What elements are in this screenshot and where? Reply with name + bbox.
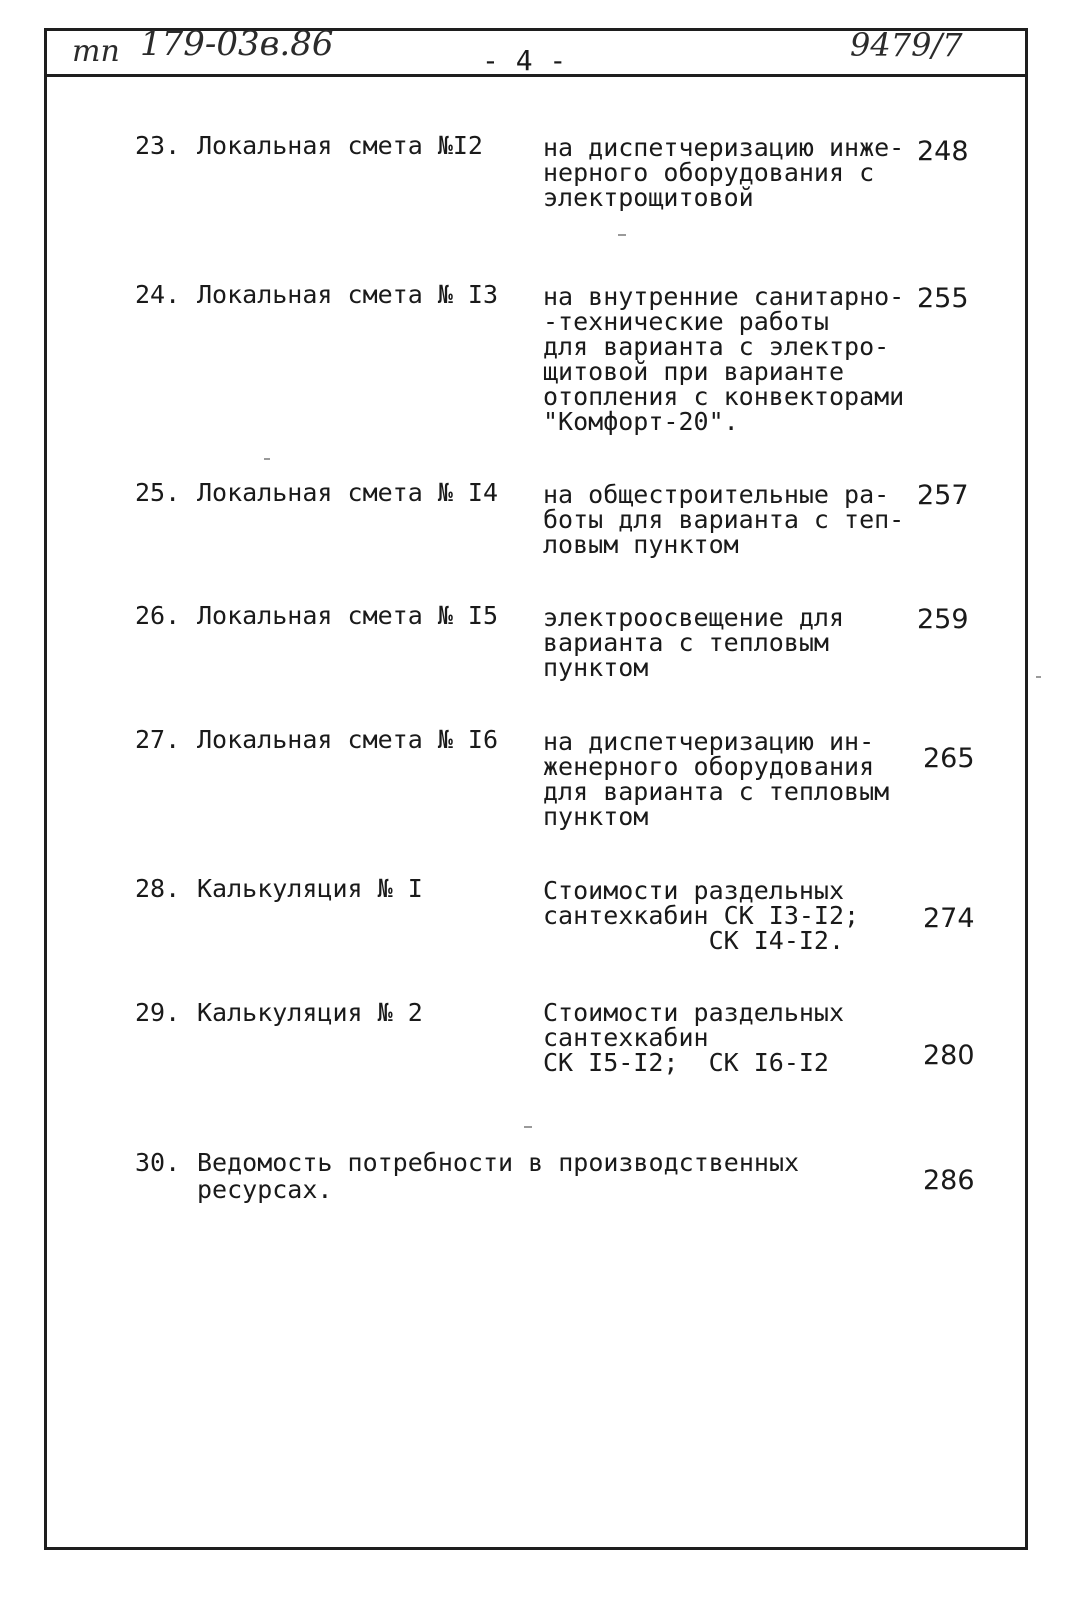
entry-page: 280: [923, 1040, 975, 1071]
entry-title-line: ресурсах.: [197, 1175, 333, 1204]
scan-mark: [1036, 676, 1041, 678]
entry-page: 274: [923, 903, 975, 934]
entry-title: Локальная смета № I4: [197, 478, 499, 507]
entry-number: 27.: [135, 725, 181, 754]
scan-mark: [524, 1126, 532, 1128]
entry-number: 26.: [135, 601, 181, 630]
entry-description-line: пунктом: [543, 802, 649, 831]
entry-description-line: сантехкабин: [543, 1023, 709, 1052]
entry-description-line: нерного оборудования с: [543, 158, 875, 187]
entry-description-line: Стоимости раздельных: [543, 998, 845, 1027]
entry-number: 24.: [135, 280, 181, 309]
entry-description-line: на диспетчеризацию ин-: [543, 727, 875, 756]
entry-description-line: СК I5-I2; СК I6-I2: [543, 1048, 829, 1077]
entry-description-line: пунктом: [543, 653, 649, 682]
entry-title: Локальная смета № I3: [197, 280, 499, 309]
entry-number: 28.: [135, 874, 181, 903]
entry-description-line: на диспетчеризацию инже-: [543, 133, 905, 162]
entry-page: 259: [917, 604, 969, 635]
entry-title: Локальная смета № I6: [197, 725, 499, 754]
entry-description-line: ловым пунктом: [543, 530, 739, 559]
entry-page: 248: [917, 136, 969, 167]
header-document-code: 179-03в.86: [140, 24, 334, 64]
entry-title: Калькуляция № I: [197, 874, 423, 903]
entry-number: 25.: [135, 478, 181, 507]
entry-description-line: варианта с тепловым: [543, 628, 829, 657]
scan-mark: [264, 458, 270, 460]
entry-number: 23.: [135, 131, 181, 160]
entry-description-line: боты для варианта с теп-: [543, 505, 905, 534]
entry-page: 286: [923, 1165, 975, 1196]
entry-number: 29.: [135, 998, 181, 1027]
page-number: - 4 -: [482, 44, 567, 77]
entry-description-line: на внутренние санитарно-: [543, 282, 905, 311]
header-sheet-ref: 9479/7: [850, 26, 963, 64]
entry-title: Калькуляция № 2: [197, 998, 423, 1027]
entry-description-line: "Комфорт-20".: [543, 407, 739, 436]
entry-description-line: СК I4-I2.: [543, 926, 845, 955]
entry-title: Локальная смета №I2: [197, 131, 483, 160]
entry-number: 30.: [135, 1148, 181, 1177]
entry-description-line: -технические работы: [543, 307, 829, 336]
entry-description-line: отопления с конвекторами: [543, 382, 905, 411]
header-code-prefix: тп: [72, 34, 120, 69]
entry-description-line: электрощитовой: [543, 183, 754, 212]
entry-description-line: на общестроительные ра-: [543, 480, 890, 509]
entry-page: 255: [917, 283, 969, 314]
entry-description-line: для варианта с электро-: [543, 332, 890, 361]
entry-page: 257: [917, 480, 969, 511]
entry-description-line: электроосвещение для: [543, 603, 845, 632]
entry-title: Локальная смета № I5: [197, 601, 499, 630]
entry-description-line: Стоимости раздельных: [543, 876, 845, 905]
entry-title-line: Ведомость потребности в производственных: [197, 1148, 800, 1177]
entry-page: 265: [923, 743, 975, 774]
entry-description-line: щитовой при варианте: [543, 357, 845, 386]
entry-description-line: сантехкабин СК I3-I2;: [543, 901, 860, 930]
scan-mark: [618, 234, 626, 236]
entry-description-line: женерного оборудования: [543, 752, 875, 781]
entry-description-line: для варианта с тепловым: [543, 777, 890, 806]
